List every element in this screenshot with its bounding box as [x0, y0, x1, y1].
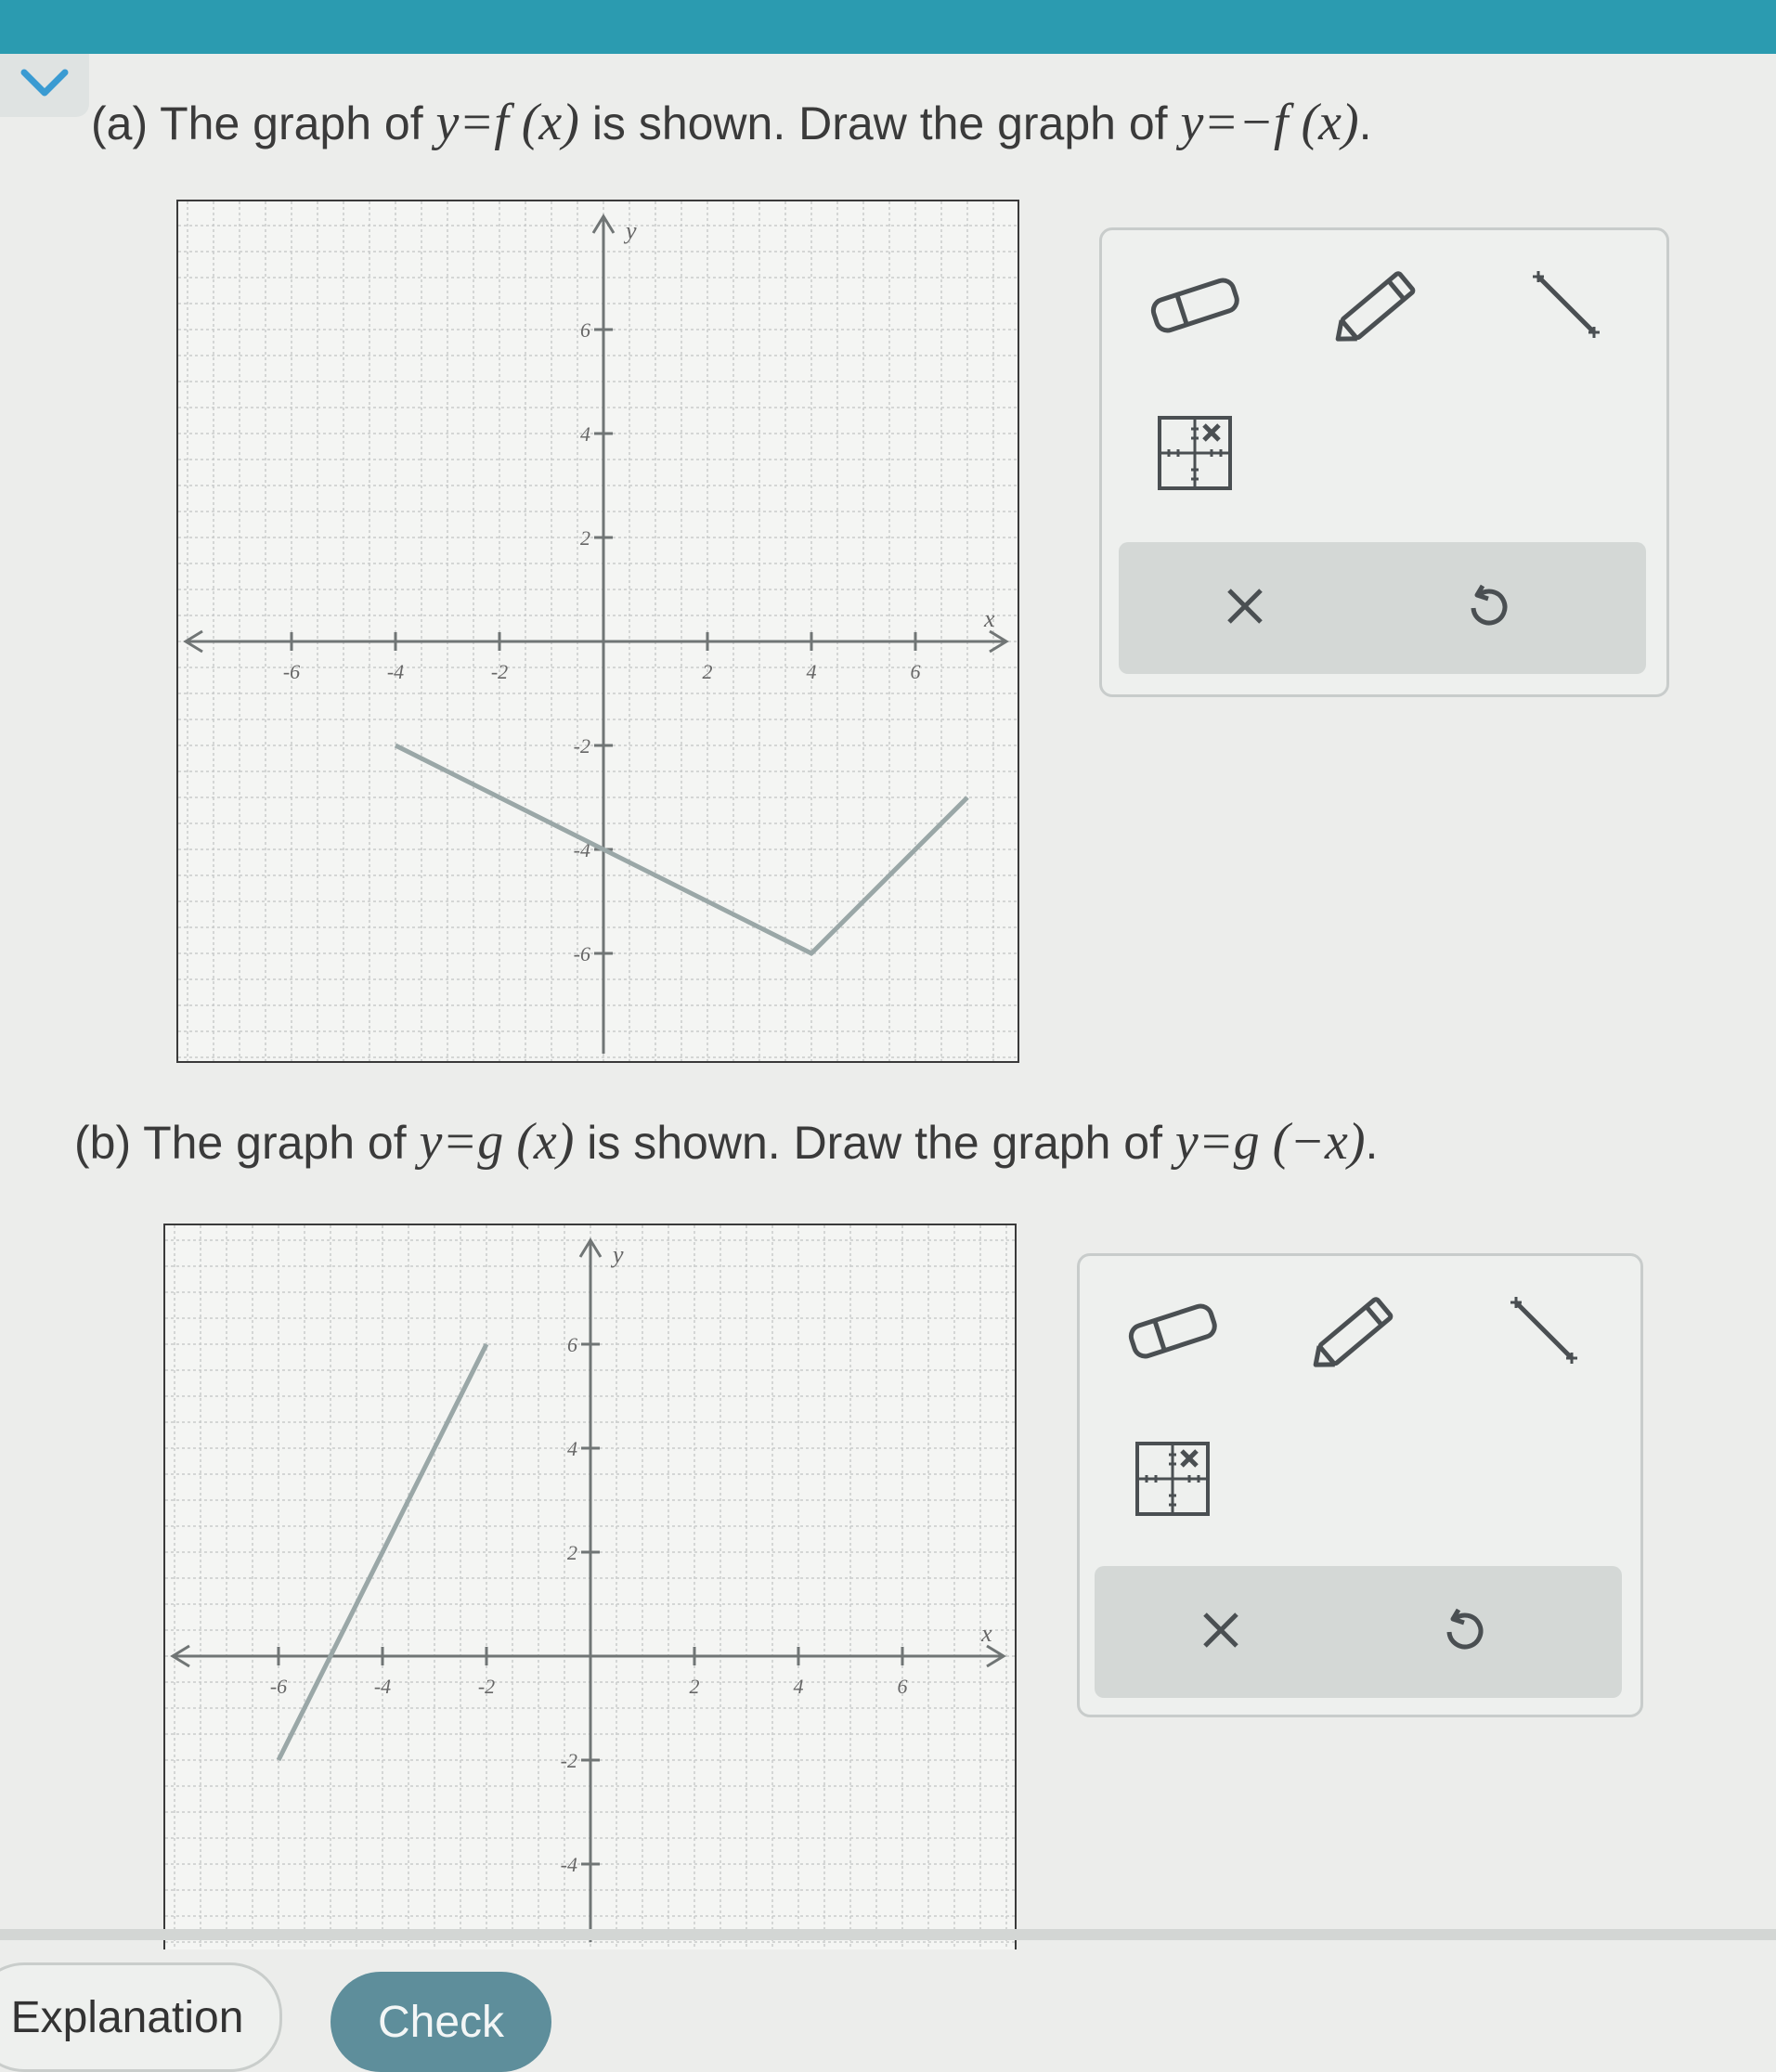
question-b-target-function: y=g (−x): [1174, 1113, 1366, 1171]
tools-panel-a: [1099, 227, 1669, 697]
graph-a[interactable]: [176, 200, 1019, 1063]
undo-icon: [1438, 1604, 1490, 1661]
clear-button-a[interactable]: [1199, 562, 1291, 654]
question-a-label: (a): [91, 97, 149, 149]
clear-button-b[interactable]: [1174, 1586, 1267, 1678]
question-b-label: (b): [74, 1117, 132, 1169]
graph-a-x-tick-label: -2: [490, 660, 509, 683]
graph-a-y-tick-label: 6: [580, 318, 590, 342]
question-a-given-function: y=f (x): [435, 94, 579, 151]
graph-a-y-tick-label: -4: [573, 838, 590, 861]
line-segment-icon: [1520, 258, 1613, 351]
chevron-down-icon: [19, 65, 71, 107]
explanation-button[interactable]: Explanation: [0, 1962, 282, 2072]
grid-point-icon: [1148, 407, 1241, 499]
graph-b-x-tick-label: 2: [689, 1675, 700, 1698]
point-tool-a[interactable]: [1139, 407, 1251, 499]
eraser-tool-b[interactable]: [1117, 1284, 1228, 1377]
top-bar: [0, 0, 1776, 54]
point-tool-b[interactable]: [1117, 1432, 1228, 1525]
graph-a-x-axis-label: x: [984, 605, 995, 632]
graph-a-x-tick-label: 6: [910, 660, 921, 683]
pencil-tool-a[interactable]: [1325, 258, 1436, 351]
question-b-text-before: The graph of: [143, 1117, 407, 1169]
question-a-text-before: The graph of: [160, 97, 423, 149]
graph-b-x-tick-label: -6: [269, 1675, 288, 1698]
line-tool-b[interactable]: [1488, 1284, 1600, 1377]
eraser-icon: [1121, 1293, 1224, 1367]
graph-b-x-tick-label: -4: [373, 1675, 392, 1698]
graph-b-y-tick-label: 4: [567, 1437, 577, 1460]
graph-a-x-tick-label: 4: [806, 660, 817, 683]
question-a-target-function: y=−f (x): [1180, 94, 1359, 151]
question-b-end: .: [1365, 1117, 1379, 1169]
line-segment-icon: [1497, 1284, 1590, 1377]
graph-a-y-tick-label: 2: [580, 526, 590, 550]
graph-b-x-tick-label: 6: [897, 1675, 908, 1698]
collapse-toggle[interactable]: [0, 54, 89, 117]
graph-b[interactable]: [163, 1224, 1017, 1949]
clear-x-icon: [1222, 583, 1268, 634]
pencil-tool-b[interactable]: [1303, 1284, 1414, 1377]
undo-icon: [1462, 580, 1514, 637]
grid-point-icon: [1126, 1432, 1219, 1525]
graph-a-canvas[interactable]: [178, 201, 1018, 1061]
graph-b-x-tick-label: -2: [477, 1675, 496, 1698]
check-button[interactable]: Check: [331, 1972, 551, 2072]
graph-a-x-tick-label: -6: [282, 660, 301, 683]
graph-b-y-axis-label: y: [613, 1241, 624, 1268]
graph-a-y-tick-label: 4: [580, 422, 590, 446]
pencil-icon: [1329, 258, 1432, 351]
undo-button-a[interactable]: [1442, 562, 1535, 654]
question-a-end: .: [1358, 97, 1372, 149]
graph-b-y-tick-label: 2: [567, 1541, 577, 1564]
graph-a-x-tick-label: -4: [386, 660, 405, 683]
question-b: [74, 1112, 1378, 1172]
action-bar-b: [1095, 1566, 1622, 1698]
pencil-icon: [1307, 1284, 1409, 1377]
graph-a-y-tick-label: -2: [573, 734, 590, 758]
graph-b-y-tick-label: 6: [567, 1333, 577, 1356]
graph-a-x-tick-label: 2: [702, 660, 713, 683]
clear-x-icon: [1198, 1607, 1244, 1658]
question-a-text-middle: is shown. Draw the graph of: [591, 97, 1168, 149]
graph-a-y-axis-label: y: [626, 217, 637, 244]
eraser-tool-a[interactable]: [1139, 258, 1251, 351]
graph-b-canvas[interactable]: [165, 1225, 1015, 1949]
action-bar-a: [1119, 542, 1646, 674]
graph-b-x-axis-label: x: [981, 1620, 992, 1647]
graph-a-y-tick-label: -6: [573, 942, 590, 965]
eraser-icon: [1144, 267, 1246, 342]
undo-button-b[interactable]: [1418, 1586, 1510, 1678]
graph-b-y-tick-label: -4: [560, 1853, 577, 1876]
question-b-given-function: y=g (x): [419, 1113, 575, 1171]
bottom-divider: [0, 1929, 1776, 1940]
question-a: [91, 93, 1372, 152]
tools-panel-b: [1077, 1253, 1643, 1717]
graph-b-y-tick-label: -2: [560, 1749, 577, 1772]
graph-b-x-tick-label: 4: [793, 1675, 804, 1698]
question-b-text-middle: is shown. Draw the graph of: [587, 1117, 1163, 1169]
line-tool-a[interactable]: [1510, 258, 1622, 351]
